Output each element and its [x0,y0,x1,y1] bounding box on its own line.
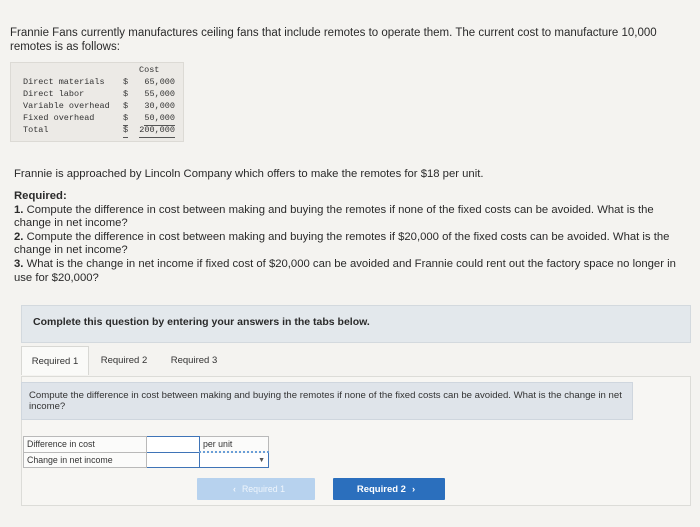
cost-amount: 55,000 [144,89,175,99]
instructions-banner [21,305,691,343]
cost-amount: 30,000 [144,101,175,111]
required-section [14,190,692,285]
table-row [24,437,269,453]
cost-amount: 200,000 [139,125,175,138]
cost-dollar: $ [123,77,129,87]
required-item [14,231,692,258]
cost-table [10,62,184,142]
next-tab-label: Required 2 [356,483,406,495]
cost-row [23,113,173,125]
problem-intro: Frannie Fans currently manufactures ceiling fans that include remotes to operate them. The current cost to manufacture 10,000 remotes is as follows: [10,27,657,53]
required-number: 2. [14,230,24,243]
required-text: Compute the difference in cost between making and buying the remotes if none of the fixed costs can be avoided. What is the change in net income? [14,203,654,230]
cost-dollar: $ [123,113,128,126]
cost-row [23,77,173,89]
cost-label: Direct materials [23,77,105,87]
row-label: Change in net income [24,452,147,468]
required-number: 3. [14,257,24,270]
cost-amount: 65,000 [144,77,175,87]
required-title: Required: [14,190,67,202]
tab-required-1[interactable]: Required 1 [21,346,89,375]
cost-amount: 50,000 [144,113,175,126]
cost-label: Direct labor [23,89,85,99]
tab-required-3[interactable]: Required 3 [170,355,218,366]
lincoln-offer-text: Frannie is approached by Lincoln Company which offers to make the remotes for $18 per unit. [14,168,484,180]
previous-tab-button[interactable] [197,478,315,500]
previous-tab-label: Required 1 [241,484,285,494]
change-in-net-income-input[interactable] [147,452,200,468]
cost-label: Fixed overhead [23,113,95,123]
instructions-text: Complete this question by entering your answers in the tabs below. [33,316,370,328]
required-item [14,258,692,285]
chevron-down-icon: ▼ [258,457,265,464]
required-number: 1. [14,203,24,216]
difference-in-cost-input[interactable] [147,437,200,453]
question-prompt: Compute the difference in cost between making and buying the remotes if none of the fixed costs can be avoided. What is the change in net income? [21,382,633,420]
cost-dollar: $ [123,125,128,138]
cost-dollar: $ [123,101,129,111]
table-row [24,452,269,468]
cost-header: Cost [139,65,160,75]
cost-label: Variable overhead [23,101,110,111]
required-item [14,204,692,231]
cost-row-total [23,125,173,137]
required-text: What is the change in net income if fixed cost of $20,000 can be avoided and Frannie could rent out the factory space no longer in use for $20,000? [14,257,676,284]
tab-required-2[interactable]: Required 2 [100,355,148,366]
row-label: Difference in cost [24,437,147,453]
cost-row [23,89,173,101]
answer-table [23,436,269,468]
unit-label: per unit [200,437,269,453]
cost-row [23,101,173,113]
required-text: Compute the difference in cost between making and buying the remotes if $20,000 of the fixed costs can be avoided. What is the change in net income? [14,230,670,257]
chevron-left-icon: ‹ [233,484,236,494]
income-direction-dropdown[interactable] [200,452,269,468]
chevron-right-icon: › [411,483,416,495]
cost-dollar: $ [123,89,129,99]
cost-label: Total [23,125,49,135]
next-tab-button[interactable] [333,478,445,500]
